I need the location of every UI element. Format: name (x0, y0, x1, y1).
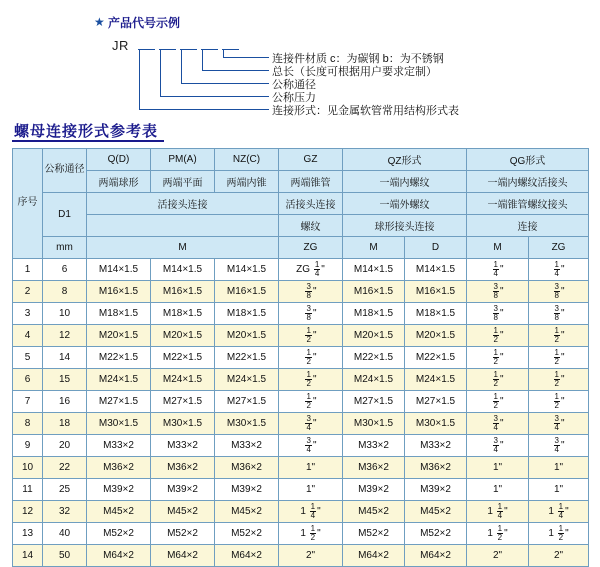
row-qz-d: M16×1.5 (405, 281, 467, 303)
nut-connection-table-wrap (12, 148, 588, 567)
row-pm: M20×1.5 (151, 325, 215, 347)
row-nz: M18×1.5 (215, 303, 279, 325)
row-seq: 10 (13, 457, 43, 479)
leader-line (223, 49, 224, 57)
table-row (13, 281, 589, 303)
legend-label-dn: 公称通径 (272, 79, 316, 91)
row-qz-d: M45×2 (405, 501, 467, 523)
row-seq: 6 (13, 369, 43, 391)
leader-line (181, 49, 182, 83)
table-row (13, 479, 589, 501)
row-q: M30×1.5 (87, 413, 151, 435)
row-dn: 22 (43, 457, 87, 479)
row-qg-zg: $\frac{1}{2}$ " (529, 325, 589, 347)
row-qz-d: M30×1.5 (405, 413, 467, 435)
row-gz: 1" (279, 479, 343, 501)
row-qz-d: M20×1.5 (405, 325, 467, 347)
row-qg-zg: $\frac{1}{2}$ " (529, 347, 589, 369)
row-seq: 3 (13, 303, 43, 325)
row-qz-m: M45×2 (343, 501, 405, 523)
row-gz: 1" (279, 457, 343, 479)
table-row (13, 435, 589, 457)
row-dn: 18 (43, 413, 87, 435)
row-gz: $\frac{1}{2}$ " (279, 369, 343, 391)
row-dn: 16 (43, 391, 87, 413)
row-qz-m: M52×2 (343, 523, 405, 545)
row-qz-m: M64×2 (343, 545, 405, 567)
table-row (13, 545, 589, 567)
leader-line (181, 83, 269, 84)
table-row (13, 259, 589, 281)
row-qg-zg: 1 $\frac{1}{4}$ " (529, 501, 589, 523)
row-qg-zg: 2" (529, 545, 589, 567)
code-blank (138, 40, 155, 50)
leader-line (202, 70, 269, 71)
row-qg-zg: $\frac{3}{4}$ " (529, 435, 589, 457)
table-row (13, 369, 589, 391)
row-pm: M33×2 (151, 435, 215, 457)
row-pm: M52×2 (151, 523, 215, 545)
row-seq: 7 (13, 391, 43, 413)
row-seq: 1 (13, 259, 43, 281)
row-qz-d: M24×1.5 (405, 369, 467, 391)
row-pm: M45×2 (151, 501, 215, 523)
row-nz: M52×2 (215, 523, 279, 545)
row-qg-m: $\frac{3}{4}$ " (467, 413, 529, 435)
row-qz-d: M52×2 (405, 523, 467, 545)
row-qg-m: $\frac{1}{2}$ " (467, 347, 529, 369)
header-qz-unit-m: M (343, 237, 405, 259)
legend-title: 产品代号示例 (108, 16, 181, 30)
row-dn: 25 (43, 479, 87, 501)
row-nz: M16×1.5 (215, 281, 279, 303)
row-qg-m: 2" (467, 545, 529, 567)
header-qg-desc2: 一端锥管螺纹接头 (467, 193, 589, 215)
row-seq: 5 (13, 347, 43, 369)
row-seq: 4 (13, 325, 43, 347)
table-row (13, 413, 589, 435)
header-unit-zg: ZG (279, 237, 343, 259)
row-nz: M64×2 (215, 545, 279, 567)
table-row (13, 391, 589, 413)
row-q: M33×2 (87, 435, 151, 457)
row-qg-m: $\frac{1}{2}$ " (467, 391, 529, 413)
header-d1: D1 (43, 193, 87, 237)
row-qz-m: M22×1.5 (343, 347, 405, 369)
row-q: M14×1.5 (87, 259, 151, 281)
row-pm: M18×1.5 (151, 303, 215, 325)
header-seq: 序号 (13, 149, 43, 259)
row-qg-m: $\frac{3}{8}$ " (467, 303, 529, 325)
row-nz: M36×2 (215, 457, 279, 479)
row-qg-m: 1 $\frac{1}{2}$ " (467, 523, 529, 545)
header-band-qg: 连接 (467, 215, 589, 237)
header-band-qz: 球形接头连接 (343, 215, 467, 237)
row-nz: M24×1.5 (215, 369, 279, 391)
row-gz: $\frac{3}{4}$ " (279, 435, 343, 457)
leader-line (160, 96, 269, 97)
row-dn: 32 (43, 501, 87, 523)
row-qz-m: M14×1.5 (343, 259, 405, 281)
row-qg-zg: $\frac{1}{4}$ " (529, 259, 589, 281)
header-group-qg: QG形式 (467, 149, 589, 171)
row-qz-d: M18×1.5 (405, 303, 467, 325)
row-qz-m: M39×2 (343, 479, 405, 501)
row-qg-zg: 1" (529, 457, 589, 479)
row-qg-m: $\frac{1}{2}$ " (467, 369, 529, 391)
row-q: M22×1.5 (87, 347, 151, 369)
row-seq: 9 (13, 435, 43, 457)
row-qg-zg: $\frac{3}{4}$ " (529, 413, 589, 435)
product-code-legend (0, 0, 600, 117)
row-gz: $\frac{1}{2}$ " (279, 391, 343, 413)
row-qg-m: 1" (467, 457, 529, 479)
row-qz-d: M39×2 (405, 479, 467, 501)
row-pm: M22×1.5 (151, 347, 215, 369)
header-qg-unit-zg: ZG (529, 237, 589, 259)
code-blank (222, 40, 239, 50)
header-q-desc: 两端球形 (87, 171, 151, 193)
row-dn: 8 (43, 281, 87, 303)
row-seq: 11 (13, 479, 43, 501)
row-qz-m: M16×1.5 (343, 281, 405, 303)
legend-label-pn: 公称压力 (272, 92, 316, 104)
row-qz-d: M64×2 (405, 545, 467, 567)
row-nz: M45×2 (215, 501, 279, 523)
code-blank (159, 40, 176, 50)
row-qg-m: $\frac{1}{4}$ " (467, 259, 529, 281)
header-band-gz2: 螺纹 (279, 215, 343, 237)
row-q: M16×1.5 (87, 281, 151, 303)
row-qz-d: M14×1.5 (405, 259, 467, 281)
row-dn: 40 (43, 523, 87, 545)
row-dn: 20 (43, 435, 87, 457)
leader-line (223, 57, 269, 58)
row-dn: 14 (43, 347, 87, 369)
row-gz: $\frac{1}{2}$ " (279, 325, 343, 347)
row-qg-m: $\frac{3}{4}$ " (467, 435, 529, 457)
table-row (13, 523, 589, 545)
leader-line (202, 49, 203, 70)
row-qz-m: M27×1.5 (343, 391, 405, 413)
code-prefix: JR (112, 38, 129, 53)
row-dn: 15 (43, 369, 87, 391)
header-nz-desc: 两端内锥 (215, 171, 279, 193)
row-qg-m: 1" (467, 479, 529, 501)
row-qg-zg: $\frac{3}{8}$ " (529, 281, 589, 303)
row-qz-m: M18×1.5 (343, 303, 405, 325)
header-qz-desc: 一端内螺纹 (343, 171, 467, 193)
row-q: M52×2 (87, 523, 151, 545)
row-q: M64×2 (87, 545, 151, 567)
code-blank (180, 40, 197, 50)
leader-line (160, 49, 161, 96)
section-title: 螺母连接形式参考表 (14, 123, 159, 140)
row-seq: 14 (13, 545, 43, 567)
leader-line (139, 49, 140, 109)
row-gz: ZG $\frac{1}{4}$ " (279, 259, 343, 281)
row-pm: M27×1.5 (151, 391, 215, 413)
row-pm: M30×1.5 (151, 413, 215, 435)
header-group-pm: PM(A) (151, 149, 215, 171)
row-q: M36×2 (87, 457, 151, 479)
row-gz: 2" (279, 545, 343, 567)
row-pm: M16×1.5 (151, 281, 215, 303)
section-underline (12, 140, 164, 142)
header-gz-desc: 两端锥管 (279, 171, 343, 193)
row-dn: 10 (43, 303, 87, 325)
header-unit-m: M (87, 237, 279, 259)
table-row (13, 457, 589, 479)
row-qg-zg: 1 $\frac{1}{2}$ " (529, 523, 589, 545)
header-dn: 公称通径 (43, 149, 87, 193)
header-qz-unit-d: D (405, 237, 467, 259)
row-pm: M36×2 (151, 457, 215, 479)
row-seq: 8 (13, 413, 43, 435)
table-row (13, 347, 589, 369)
row-gz: 1 $\frac{1}{4}$ " (279, 501, 343, 523)
header-group-q: Q(D) (87, 149, 151, 171)
row-gz: $\frac{3}{8}$ " (279, 303, 343, 325)
nut-connection-table (12, 148, 589, 567)
table-body (13, 259, 589, 567)
code-blanks (138, 40, 243, 53)
row-gz: $\frac{3}{4}$ " (279, 413, 343, 435)
header-mm: mm (43, 237, 87, 259)
row-qg-zg: $\frac{1}{2}$ " (529, 369, 589, 391)
row-nz: M33×2 (215, 435, 279, 457)
header-qg-desc: 一端内螺纹活接头 (467, 171, 589, 193)
row-seq: 2 (13, 281, 43, 303)
row-qz-m: M24×1.5 (343, 369, 405, 391)
row-pm: M24×1.5 (151, 369, 215, 391)
header-pm-desc: 两端平面 (151, 171, 215, 193)
row-qg-zg: $\frac{1}{2}$ " (529, 391, 589, 413)
legend-label-length: 总长（长度可根据用户要求定制） (272, 66, 437, 78)
row-qg-zg: $\frac{3}{8}$ " (529, 303, 589, 325)
row-qg-m: 1 $\frac{1}{4}$ " (467, 501, 529, 523)
row-q: M39×2 (87, 479, 151, 501)
header-band-empty (87, 215, 279, 237)
legend-label-material: 连接件材质 c：为碳钢 b：为不锈钢 (272, 53, 444, 65)
header-band-gz: 活接头连接 (279, 193, 343, 215)
row-pm: M14×1.5 (151, 259, 215, 281)
header-qz-desc2: 一端外螺纹 (343, 193, 467, 215)
row-qg-m: $\frac{1}{2}$ " (467, 325, 529, 347)
row-q: M27×1.5 (87, 391, 151, 413)
row-pm: M39×2 (151, 479, 215, 501)
star-icon: ★ (94, 15, 105, 29)
header-band-left: 活接头连接 (87, 193, 279, 215)
row-qz-d: M27×1.5 (405, 391, 467, 413)
row-qz-m: M30×1.5 (343, 413, 405, 435)
row-gz: $\frac{1}{2}$ " (279, 347, 343, 369)
header-qg-unit-m: M (467, 237, 529, 259)
row-nz: M39×2 (215, 479, 279, 501)
row-qg-m: $\frac{3}{8}$ " (467, 281, 529, 303)
leader-line (139, 109, 269, 110)
row-qz-d: M22×1.5 (405, 347, 467, 369)
row-qg-zg: 1" (529, 479, 589, 501)
row-qz-m: M33×2 (343, 435, 405, 457)
row-qz-d: M33×2 (405, 435, 467, 457)
row-nz: M27×1.5 (215, 391, 279, 413)
row-nz: M14×1.5 (215, 259, 279, 281)
legend-label-conn: 连接形式：见金属软管常用结构形式表 (272, 105, 459, 117)
row-q: M45×2 (87, 501, 151, 523)
code-blank (201, 40, 218, 50)
row-nz: M30×1.5 (215, 413, 279, 435)
row-nz: M22×1.5 (215, 347, 279, 369)
table-row (13, 325, 589, 347)
row-nz: M20×1.5 (215, 325, 279, 347)
row-dn: 12 (43, 325, 87, 347)
row-qz-d: M36×2 (405, 457, 467, 479)
row-pm: M64×2 (151, 545, 215, 567)
row-qz-m: M20×1.5 (343, 325, 405, 347)
row-seq: 12 (13, 501, 43, 523)
header-group-gz: GZ (279, 149, 343, 171)
row-qz-m: M36×2 (343, 457, 405, 479)
row-gz: 1 $\frac{1}{2}$ " (279, 523, 343, 545)
row-dn: 6 (43, 259, 87, 281)
row-q: M24×1.5 (87, 369, 151, 391)
row-gz: $\frac{3}{8}$ " (279, 281, 343, 303)
header-group-nz: NZ(C) (215, 149, 279, 171)
row-q: M20×1.5 (87, 325, 151, 347)
row-q: M18×1.5 (87, 303, 151, 325)
row-dn: 50 (43, 545, 87, 567)
row-seq: 13 (13, 523, 43, 545)
table-row (13, 501, 589, 523)
header-group-qz: QZ形式 (343, 149, 467, 171)
table-row (13, 303, 589, 325)
